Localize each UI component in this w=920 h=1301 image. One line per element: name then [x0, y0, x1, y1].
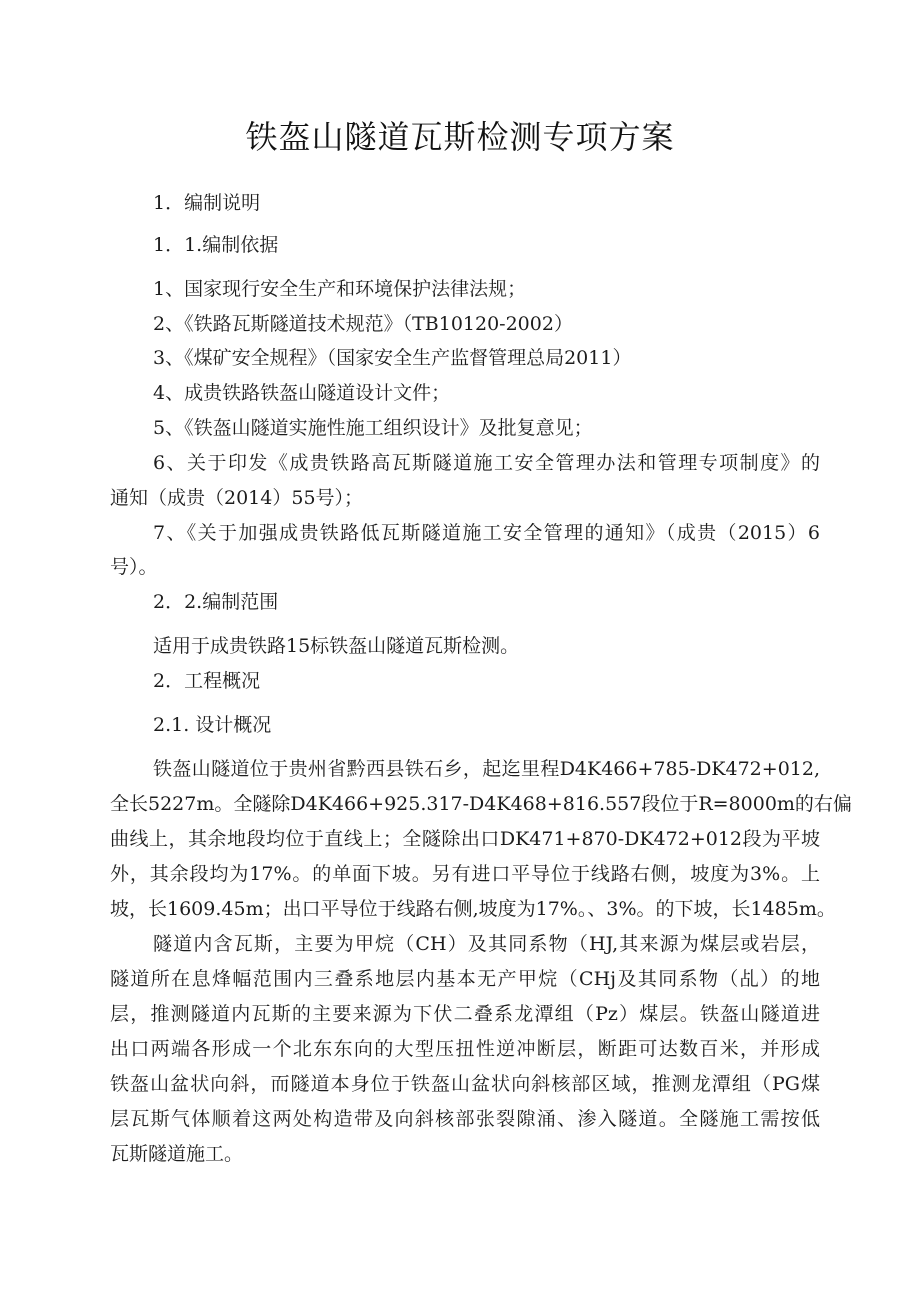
- gas-line-1: 隧道内含瓦斯，主要为甲烷（CH）及其同系物（HJ,其来源为煤层或岩层，: [153, 933, 820, 955]
- gas-line-2: 隧道所在息烽幅范围内三叠系地层内基本无产甲烷（CHj及其同系物（乩）的地: [110, 968, 820, 990]
- document-title: 铁盔山隧道瓦斯检测专项方案: [245, 118, 675, 156]
- gas-line-6: 层瓦斯气体顺着这两处构造带及向斜核部张裂隙涌、渗入隧道。全隧施工需按低: [110, 1108, 820, 1130]
- basis-item-2: 2、《铁路瓦斯隧道技术规范》（TB10120-2002）: [153, 313, 573, 335]
- gas-line-3: 层，推测隧道内瓦斯的主要来源为下伏二叠系龙潭组（Pz）煤层。铁盔山隧道进: [110, 1003, 820, 1025]
- overview-line-1: 铁盔山隧道位于贵州省黔西县铁石乡，起迄里程D4K466+785-DK472+012,: [153, 758, 820, 780]
- gas-line-7: 瓦斯隧道施工。: [110, 1143, 244, 1165]
- basis-item-3: 3、《煤矿安全规程》（国家安全生产监督管理总局2011）: [153, 347, 632, 369]
- basis-item-4: 4、成贵铁路铁盔山隧道设计文件；: [153, 382, 451, 404]
- subsection-heading-1-1: 1．1.编制依据: [153, 234, 279, 256]
- basis-item-7-line-1: 7、《关于加强成贵铁路低瓦斯隧道施工安全管理的通知》（成贵（2015）6: [153, 522, 820, 544]
- overview-line-5: 坡，长1609.45m；出口平导位于线路右侧,坡度为17%。、3%。的下坡，长1485m。: [110, 898, 836, 920]
- gas-line-4: 出口两端各形成一个北东东向的大型压扭性逆冲断层，断距可达数百米，并形成: [110, 1038, 820, 1060]
- basis-item-5: 5、《铁盔山隧道实施性施工组织设计》及批复意见；: [153, 417, 593, 439]
- section-heading-1: 1．编制说明: [153, 192, 261, 214]
- basis-item-6-line-1: 6、关于印发《成贵铁路高瓦斯隧道施工安全管理办法和管理专项制度》的: [153, 452, 820, 474]
- basis-item-7-line-2: 号）。: [110, 556, 158, 578]
- overview-line-2: 全长5227m。全隧除D4K466+925.317-D4K468+816.557段位于R=8000m的右偏: [110, 793, 852, 815]
- overview-line-4: 外，其余段均为17%。的单面下坡。另有进口平导位于线路右侧，坡度为3%。上: [110, 863, 820, 885]
- gas-line-5: 铁盔山盆状向斜，而隧道本身位于铁盔山盆状向斜核部区域，推测龙潭组（PG煤: [110, 1073, 820, 1095]
- basis-item-6-line-2: 通知（成贵（2014）55号）；: [110, 487, 364, 509]
- section-heading-2: 2．工程概况: [153, 670, 261, 692]
- basis-item-1: 1、国家现行安全生产和环境保护法律法规；: [153, 278, 527, 300]
- subsection-heading-2-1: 2.1. 设计概况: [153, 714, 272, 736]
- overview-line-3: 曲线上，其余地段均位于直线上；全隧除出口DK471+870-DK472+012段为平坡: [110, 828, 820, 850]
- scope-text: 适用于成贵铁路15标铁盔山隧道瓦斯检测。: [153, 635, 520, 657]
- subsection-heading-1-2: 2．2.编制范围: [153, 591, 279, 613]
